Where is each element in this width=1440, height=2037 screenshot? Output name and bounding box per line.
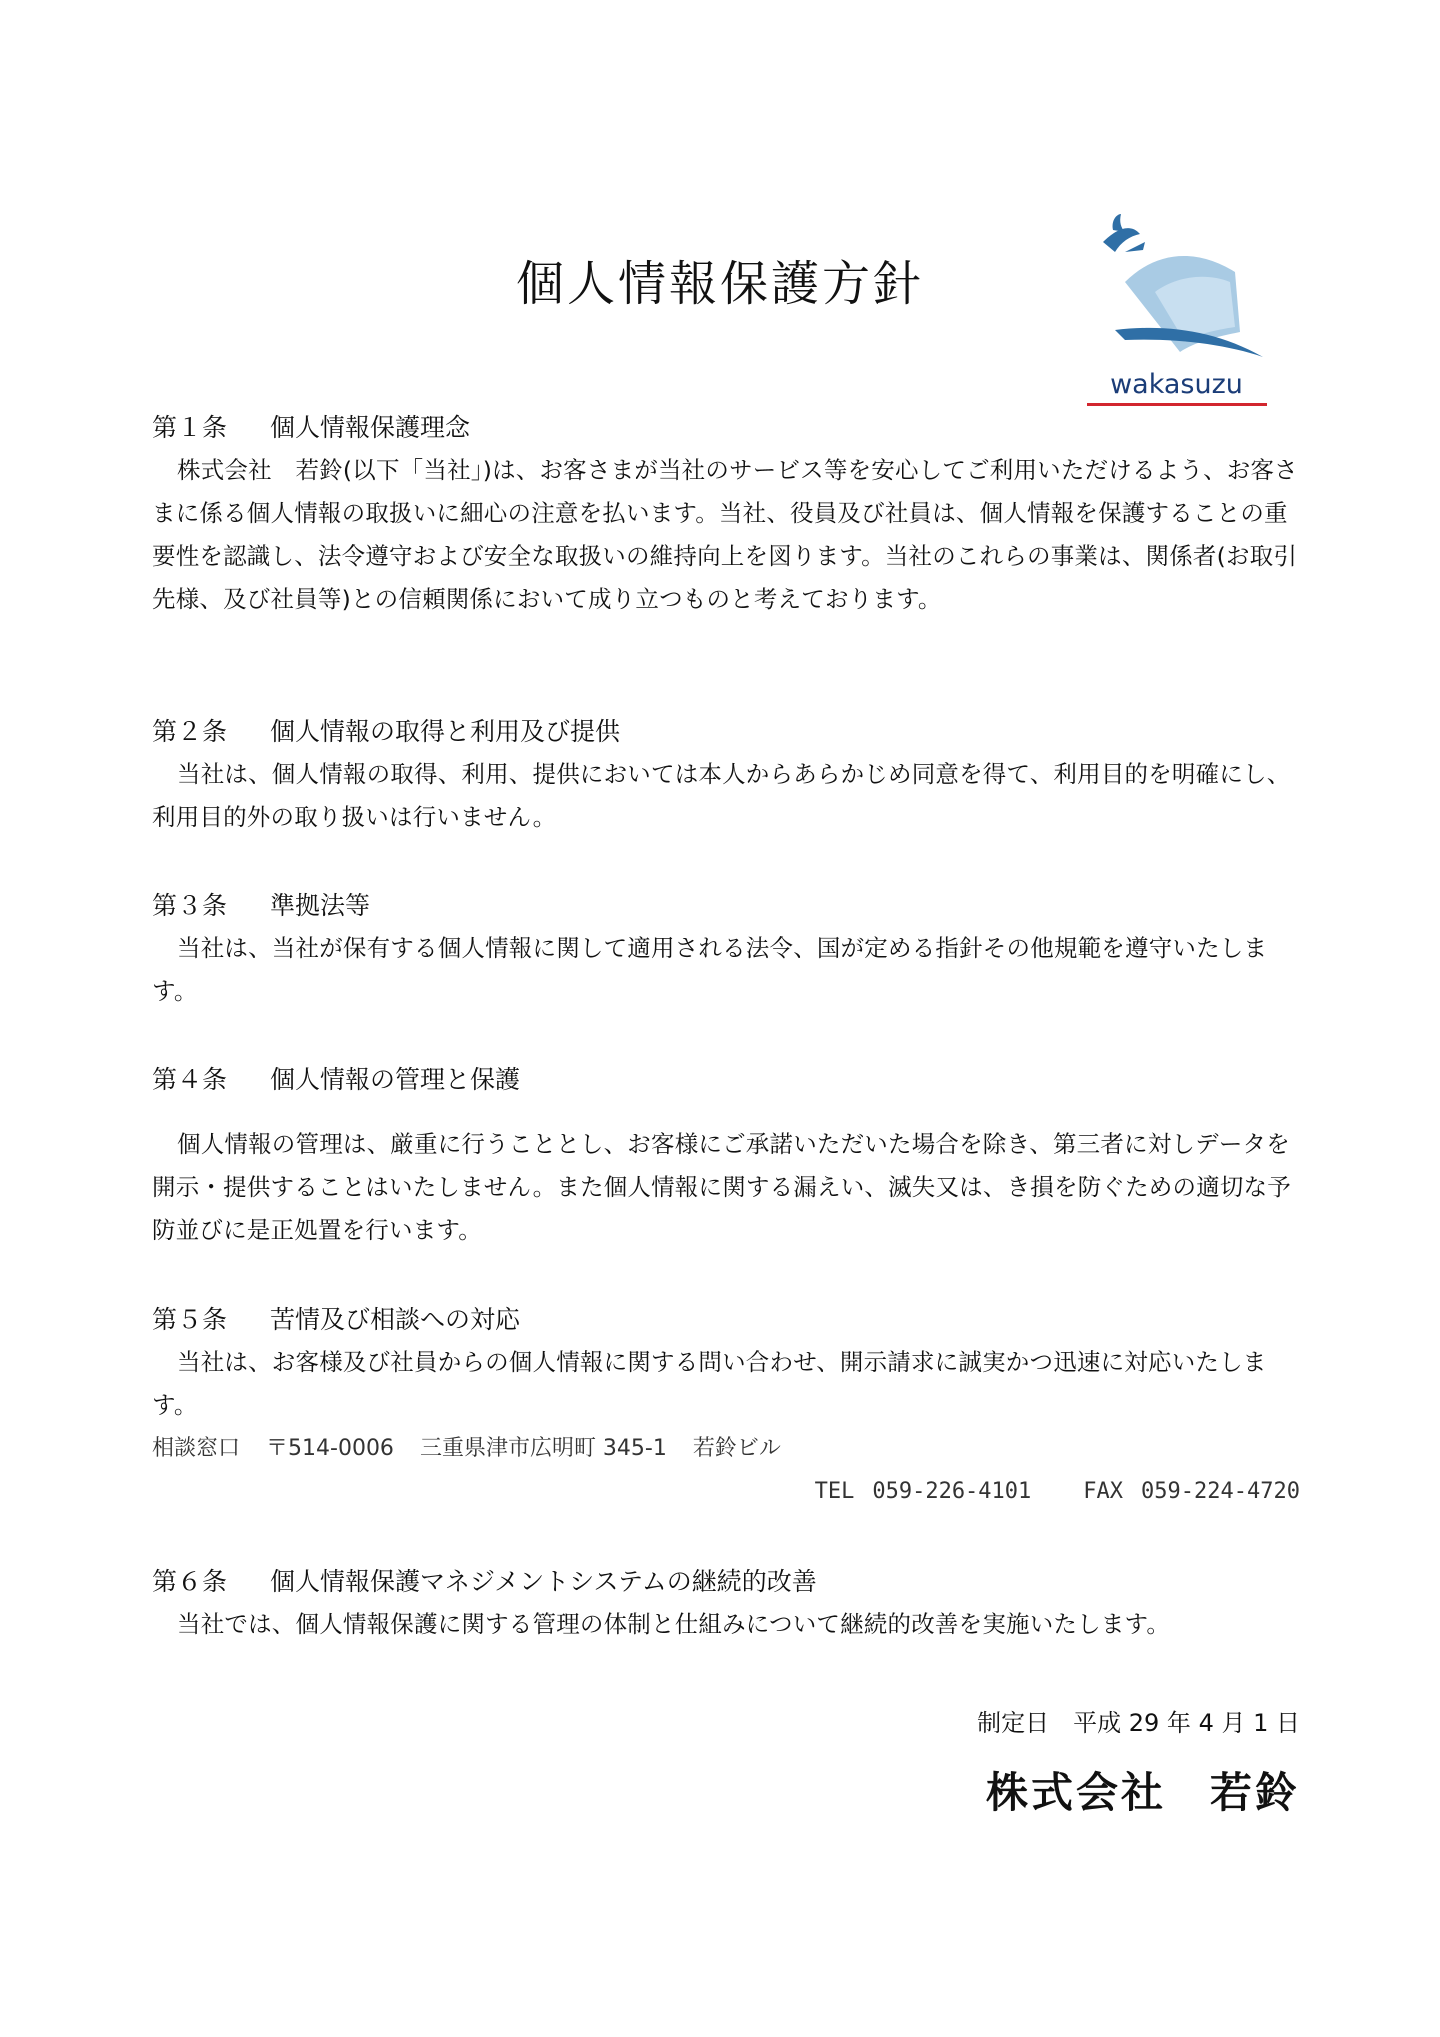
established-date: 制定日 平成 29 年 4 月 1 日 bbox=[977, 1709, 1300, 1737]
article-heading bbox=[152, 1058, 1300, 1101]
article-number: 第２条 bbox=[152, 717, 228, 746]
article-1 bbox=[152, 406, 1300, 621]
article-title: 苦情及び相談への対応 bbox=[270, 1305, 521, 1334]
logo-wordmark: wakasuzu bbox=[1110, 369, 1243, 400]
article-5 bbox=[152, 1298, 1300, 1513]
article-body: 当社は、個人情報の取得、利用、提供においては本人からあらかじめ同意を得て、利用目的を明確にし、利用目的外の取り扱いは行いません。 bbox=[152, 760, 1291, 831]
article-3 bbox=[152, 884, 1300, 1013]
document-title: 個人情報保護方針 bbox=[515, 256, 924, 312]
article-number: 第６条 bbox=[152, 1567, 228, 1596]
contact-address-text: 三重県津市広明町 345-1 bbox=[419, 1436, 667, 1461]
article-body: 当社は、当社が保有する個人情報に関して適用される法令、国が定める指針その他規範を遵守いたします。 bbox=[152, 934, 1268, 1005]
company-type: 株式会社 bbox=[985, 1768, 1166, 1817]
article-heading bbox=[152, 406, 1300, 449]
contact-address bbox=[152, 1427, 1300, 1470]
fax-label: FAX bbox=[1083, 1479, 1124, 1504]
article-number: 第５条 bbox=[152, 1305, 228, 1334]
contact-postal: 〒514-0006 bbox=[266, 1436, 394, 1461]
article-title: 個人情報の取得と利用及び提供 bbox=[270, 717, 621, 746]
sail-logo-icon bbox=[1085, 212, 1275, 372]
article-title: 個人情報の管理と保護 bbox=[270, 1065, 521, 1094]
article-title: 個人情報保護マネジメントシステムの継続的改善 bbox=[270, 1567, 817, 1596]
tel-number: 059-226-4101 bbox=[872, 1479, 1032, 1504]
article-number: 第３条 bbox=[152, 891, 228, 920]
tel-label: TEL bbox=[814, 1479, 855, 1504]
contact-building: 若鈴ビル bbox=[692, 1436, 781, 1461]
article-number: 第４条 bbox=[152, 1065, 228, 1094]
company-logo bbox=[1085, 212, 1275, 412]
fax-number: 059-224-4720 bbox=[1141, 1479, 1300, 1504]
article-heading bbox=[152, 1298, 1300, 1341]
article-title: 個人情報保護理念 bbox=[270, 413, 471, 442]
article-4 bbox=[152, 1058, 1300, 1252]
company-signature bbox=[986, 1760, 1300, 1820]
article-heading bbox=[152, 710, 1300, 753]
article-title: 準拠法等 bbox=[270, 891, 371, 920]
article-heading bbox=[152, 1560, 1300, 1603]
company-name: 若鈴 bbox=[1209, 1768, 1300, 1817]
contact-label: 相談窓口 bbox=[152, 1436, 241, 1461]
article-body: 株式会社 若鈴(以下「当社」)は、お客さまが当社のサービス等を安心してご利用いただけるよう、お客さまに係る個人情報の取扱いに細心の注意を払います。当社、役員及び社員は、個人情報を保護することの重要性を認識し、法令遵守および安全な取扱いの維持向上を図ります。当社のこれらの事業は、関係者(お取引先様、及び社員等)との信頼関係において成り立つものと考えております。 bbox=[152, 456, 1298, 613]
article-number: 第１条 bbox=[152, 413, 228, 442]
article-body: 当社では、個人情報保護に関する管理の体制と仕組みについて継続的改善を実施いたします。 bbox=[177, 1610, 1171, 1638]
article-6 bbox=[152, 1560, 1300, 1646]
article-heading bbox=[152, 884, 1300, 927]
article-body: 当社は、お客様及び社員からの個人情報に関する問い合わせ、開示請求に誠実かつ迅速に対応いたします。 bbox=[152, 1348, 1267, 1419]
article-body: 個人情報の管理は、厳重に行うこととし、お客様にご承諾いただいた場合を除き、第三者に対しデータを開示・提供することはいたしません。また個人情報に関する漏えい、滅失又は、き損を防ぐための適切な予防並びに是正処置を行います。 bbox=[152, 1130, 1292, 1244]
article-2 bbox=[152, 710, 1300, 839]
contact-phone bbox=[152, 1470, 1300, 1513]
